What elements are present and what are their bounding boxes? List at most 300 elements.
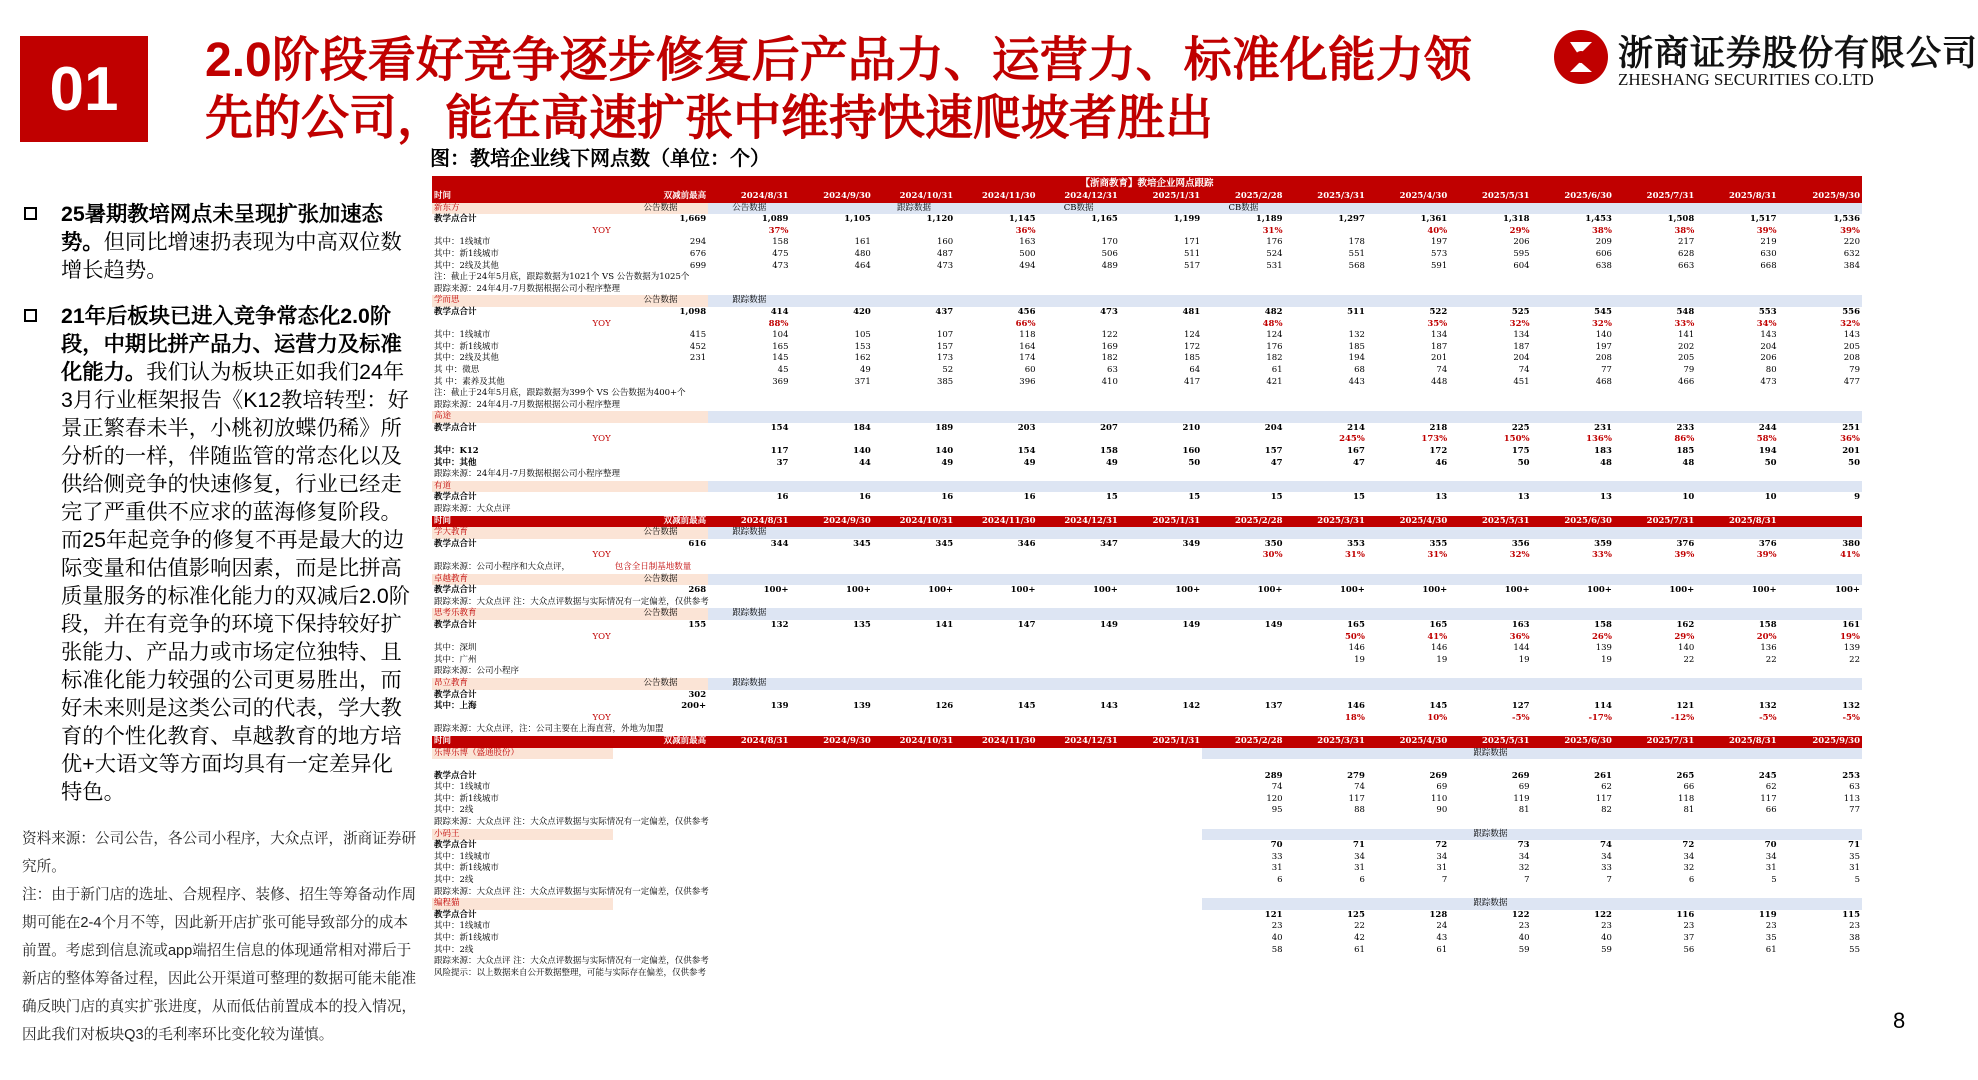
table-cell	[1038, 608, 1120, 620]
table-cell	[708, 794, 790, 806]
table-cell	[1614, 759, 1696, 771]
table-cell: 教学点合计	[434, 585, 477, 596]
table-cell: 385	[936, 376, 954, 387]
table-cell: 38%	[1592, 225, 1612, 236]
table-cell	[955, 608, 1037, 620]
table-cell: 201	[1842, 446, 1860, 457]
table-cell	[1285, 724, 1367, 736]
table-cell: 182	[1266, 353, 1283, 364]
table-cell	[1532, 411, 1614, 423]
table-cell	[955, 805, 1037, 817]
table-cell	[790, 759, 872, 771]
table-cell: 77	[1601, 364, 1612, 375]
table-cell	[613, 759, 708, 771]
table-cell: 606	[1595, 248, 1612, 259]
table-cell: 117	[1348, 793, 1365, 804]
table-row	[432, 840, 1862, 852]
table-row	[432, 724, 1862, 736]
table-cell	[873, 284, 955, 296]
table-cell: 174	[1019, 353, 1036, 364]
table-cell	[1038, 574, 1120, 586]
table-cell	[1285, 829, 1367, 841]
table-cell	[708, 434, 790, 446]
table-cell	[1532, 400, 1614, 412]
table-cell	[1532, 887, 1614, 899]
table-cell	[873, 504, 955, 516]
table-cell: 201	[1431, 353, 1448, 364]
table-cell	[1696, 898, 1778, 910]
table-cell	[1367, 666, 1449, 678]
table-cell	[1120, 643, 1202, 655]
table-cell: 384	[1843, 260, 1860, 271]
table-cell	[1614, 898, 1696, 910]
table-cell	[1202, 956, 1284, 968]
table-cell	[1285, 527, 1367, 539]
table-row	[432, 388, 1862, 400]
table-cell: 其 中：微思	[434, 364, 480, 375]
table-cell: 2025/2/28	[1202, 191, 1284, 203]
table-cell	[708, 411, 790, 423]
table-cell	[790, 724, 872, 736]
table-cell: 194	[1348, 353, 1365, 364]
bullet-bold-text: 21年后板块已进入竞争常态化2.0阶段，中期比拼产品力、运营力及标准化能力。	[61, 304, 402, 384]
source-line: 资料来源：公司公告，各公司小程序，大众点评，浙商证券研究所。	[22, 831, 417, 875]
table-cell: 其中：新1线城市	[434, 863, 499, 874]
table-cell: 126	[935, 701, 954, 712]
table-cell	[873, 562, 955, 574]
table-cell: 跟踪来源：24年4月-7月数据根据公司小程序整理	[434, 469, 621, 480]
table-cell	[1449, 527, 1531, 539]
table-cell: 88	[1354, 805, 1365, 816]
table-cell	[708, 782, 790, 794]
table-cell: 345	[853, 538, 871, 549]
table-cell: 60	[1024, 364, 1036, 375]
table-cell: 128	[1429, 909, 1448, 920]
table-cell	[790, 284, 872, 296]
table-cell: 437	[935, 306, 954, 317]
table-row	[432, 759, 1862, 771]
table-cell	[873, 887, 955, 899]
table-cell	[1779, 817, 1862, 829]
table-row	[432, 237, 1862, 249]
table-cell	[1696, 724, 1778, 736]
table-cell: 524	[1266, 248, 1283, 259]
table-cell: 81	[1518, 805, 1530, 816]
zheshang-logo-icon	[1552, 28, 1610, 86]
table-cell: 20%	[1756, 631, 1777, 642]
table-cell: 202	[1678, 341, 1695, 352]
table-cell: 185	[1348, 341, 1365, 352]
table-cell: 61	[1436, 944, 1448, 955]
table-cell	[708, 643, 790, 655]
table-cell: 448	[1431, 376, 1448, 387]
table-cell	[1696, 284, 1778, 296]
table-cell: 353	[1347, 538, 1365, 549]
table-cell: 2025/2/28	[1202, 736, 1284, 748]
table-row	[432, 365, 1862, 377]
table-cell: 268	[688, 585, 707, 596]
table-cell: 公告数据	[613, 678, 708, 690]
table-cell: 2025/4/30	[1367, 516, 1449, 528]
table-cell: 跟踪数据	[708, 295, 790, 307]
table-cell	[1285, 968, 1367, 980]
table-cell: 214	[1347, 422, 1365, 433]
table-cell: 380	[1842, 538, 1860, 549]
table-cell	[613, 863, 708, 875]
table-row	[432, 550, 1862, 562]
table-cell: 1,536	[1833, 214, 1860, 225]
table-cell	[1120, 713, 1202, 725]
table-row	[432, 643, 1862, 655]
table-cell: CB数据	[1202, 203, 1284, 215]
table-cell	[1120, 771, 1202, 783]
table-cell: 40	[1271, 933, 1283, 943]
table-cell	[955, 840, 1037, 852]
table-cell	[790, 434, 872, 446]
table-cell: 134	[1431, 330, 1448, 341]
table-cell	[613, 365, 708, 377]
table-cell: 23	[1849, 921, 1860, 932]
table-cell: 154	[770, 422, 789, 433]
table-cell: 206	[1513, 237, 1530, 248]
table-cell: 公告数据	[613, 608, 708, 620]
table-cell: 160	[936, 237, 954, 248]
table-cell: 22	[1354, 921, 1365, 932]
table-cell	[1038, 655, 1120, 667]
table-cell: 132	[1842, 701, 1860, 712]
table-cell	[790, 852, 872, 864]
table-cell: 2025/1/31	[1120, 516, 1202, 528]
table-cell: 289	[1264, 770, 1283, 781]
table-cell: 49	[1023, 457, 1036, 468]
table-row	[432, 887, 1862, 899]
table-cell: YOY	[592, 318, 611, 329]
table-cell: YOY	[592, 712, 611, 723]
table-cell	[1285, 481, 1367, 493]
table-cell: 55	[1849, 944, 1860, 955]
table-cell: 66	[1683, 782, 1695, 793]
table-cell: 19	[1354, 654, 1365, 665]
table-cell: 69	[1518, 782, 1530, 793]
table-cell	[1120, 805, 1202, 817]
table-cell: 39%	[1756, 550, 1777, 561]
table-cell: 100+	[1504, 585, 1530, 596]
table-cell	[873, 434, 955, 446]
table-cell: 68	[1354, 364, 1365, 375]
table-cell: 34	[1601, 851, 1612, 862]
table-cell	[1038, 643, 1120, 655]
table-row	[432, 400, 1862, 412]
table-row	[432, 284, 1862, 296]
table-cell: 80	[1765, 364, 1777, 375]
table-cell: 356	[1511, 538, 1530, 549]
table-cell	[613, 377, 708, 389]
table-cell: 注：截止于24年5月底，跟踪数据为1021个 VS 公告数据为1025个	[434, 272, 690, 283]
bullet-text	[61, 302, 412, 806]
table-cell	[1614, 887, 1696, 899]
table-cell: 2024/11/30	[955, 736, 1037, 748]
table-cell: 23	[1601, 921, 1612, 932]
table-cell	[1779, 411, 1862, 423]
table-cell	[708, 713, 790, 725]
table-cell: 1,669	[679, 214, 707, 225]
table-cell: 高途	[432, 411, 613, 423]
table-row	[432, 921, 1862, 933]
table-cell	[790, 295, 872, 307]
table-cell: 学而思	[432, 295, 613, 307]
table-cell: 16	[941, 492, 954, 503]
table-cell	[1696, 690, 1778, 702]
table-cell	[1202, 527, 1284, 539]
company-logo	[1552, 26, 1978, 96]
table-cell	[1779, 898, 1862, 910]
table-cell	[1532, 203, 1614, 215]
table-cell: 23	[1271, 921, 1283, 932]
outlet-tracking-table	[432, 176, 1862, 1075]
table-cell: 2025/4/30	[1367, 736, 1449, 748]
table-cell	[1779, 481, 1862, 493]
table-cell	[613, 945, 708, 957]
table-cell	[613, 771, 708, 783]
table-cell: 2025/3/31	[1285, 191, 1367, 203]
table-cell	[1367, 504, 1449, 516]
table-cell: 2024/9/30	[790, 516, 872, 528]
table-cell	[873, 319, 955, 331]
table-cell: 其中：2线	[434, 875, 474, 886]
table-cell	[873, 771, 955, 783]
table-cell	[1038, 771, 1120, 783]
table-cell	[1696, 203, 1778, 215]
table-cell: 244	[1758, 422, 1777, 433]
table-cell	[613, 643, 708, 655]
segment-row	[432, 608, 1862, 620]
table-cell	[613, 898, 708, 910]
table-cell: 149	[1182, 619, 1201, 630]
table-cell	[1285, 898, 1367, 910]
table-cell	[1202, 400, 1284, 412]
table-cell	[1285, 608, 1367, 620]
table-cell: 编程猫	[432, 898, 613, 910]
table-row	[432, 701, 1862, 713]
table-cell: 2024/10/31	[873, 191, 955, 203]
table-cell: 100+	[1835, 585, 1860, 596]
table-cell: 2025/8/31	[1696, 516, 1778, 528]
table-cell: -5%	[1512, 712, 1530, 723]
table-cell: 206	[1760, 353, 1777, 364]
table-cell: 31	[1271, 863, 1283, 874]
table-cell: 64	[1189, 364, 1201, 375]
table-cell: 100+	[1257, 585, 1283, 596]
table-cell	[1367, 562, 1449, 574]
table-cell	[873, 411, 955, 423]
table-row	[432, 434, 1862, 446]
table-cell	[1038, 469, 1120, 481]
table-cell	[1038, 690, 1120, 702]
table-cell: 其中：2线	[434, 805, 474, 816]
table-cell: 教学点合计	[434, 492, 477, 503]
table-cell: 155	[688, 619, 707, 630]
table-cell: 205	[1678, 353, 1695, 364]
table-cell	[1120, 875, 1202, 887]
table-cell	[708, 887, 790, 899]
table-cell	[708, 771, 790, 783]
table-cell	[1696, 388, 1778, 400]
table-cell: 31%	[1344, 550, 1365, 561]
table-cell: 160	[1182, 446, 1201, 457]
table-cell	[1449, 597, 1531, 609]
table-cell	[1202, 469, 1284, 481]
table-row	[432, 469, 1862, 481]
table-row	[432, 632, 1862, 644]
table-cell: 699	[689, 260, 707, 271]
table-cell	[1367, 203, 1449, 215]
table-cell	[873, 910, 955, 922]
table-cell	[1038, 933, 1120, 945]
table-row	[432, 423, 1862, 435]
table-cell: 37	[1683, 933, 1695, 943]
table-cell: 35	[1849, 851, 1860, 862]
table-cell: 668	[1760, 260, 1777, 271]
table-cell	[1120, 284, 1202, 296]
table-cell: 279	[1347, 770, 1365, 781]
table-row	[432, 446, 1862, 458]
table-cell: 13	[1600, 492, 1612, 503]
table-cell: 2024/9/30	[790, 191, 872, 203]
table-cell	[613, 910, 708, 922]
bullet-item	[22, 200, 412, 284]
table-cell: 415	[689, 330, 707, 341]
table-cell: 时间	[432, 736, 613, 748]
table-cell	[955, 829, 1037, 841]
table-cell: 120	[1266, 793, 1283, 804]
table-row	[432, 875, 1862, 887]
table-cell	[1285, 562, 1367, 574]
table-cell: 22	[1765, 654, 1777, 665]
table-cell	[1285, 956, 1367, 968]
table-cell	[613, 284, 708, 296]
table-cell: 218	[1429, 422, 1448, 433]
table-cell: 175	[1511, 446, 1530, 457]
table-cell: 46	[1435, 457, 1448, 468]
table-cell: 其中：2线	[434, 944, 474, 955]
table-cell	[1285, 469, 1367, 481]
table-cell	[1038, 400, 1120, 412]
table-cell: 116	[1676, 909, 1695, 920]
table-cell	[1779, 956, 1862, 968]
table-cell: 31	[1354, 863, 1365, 874]
table-cell: 251	[1842, 422, 1860, 433]
segment-row	[432, 748, 1862, 760]
table-cell	[873, 794, 955, 806]
table-cell	[873, 945, 955, 957]
table-cell	[708, 724, 790, 736]
table-cell: 269	[1429, 770, 1448, 781]
table-cell	[613, 400, 708, 412]
table-cell: 教学点合计	[434, 619, 477, 630]
table-cell: 71	[1848, 840, 1860, 851]
table-cell	[1449, 968, 1531, 980]
table-cell: 302	[688, 689, 707, 700]
table-cell: 376	[1758, 538, 1777, 549]
table-cell: 其中：1线城市	[434, 921, 491, 932]
table-cell	[1120, 562, 1202, 574]
table-cell	[1120, 574, 1202, 586]
table-cell: 跟踪数据	[708, 527, 790, 539]
note-line: 注：由于新门店的选址、合规程序、装修、招生等筹备动作周期可能在2-4个月不等，因此新开店扩张可能导致部分的成本前置。考虑到信息流或app端招生信息的体现通常相对滞后于新店的整体筹备过程，因此公开渠道可整理的数据可能未能准确反映门店的真实扩张进度，从而低估前置成本的投入情况，因此我们对板块Q3的毛利率环比变化较为谨慎。	[22, 887, 417, 1043]
page-number: 8	[1893, 1008, 1906, 1033]
table-cell: 5	[1771, 875, 1777, 886]
table-cell	[873, 956, 955, 968]
table-cell: 22	[1849, 654, 1860, 665]
table-cell: 149	[1264, 619, 1283, 630]
table-cell: 157	[936, 341, 954, 352]
table-cell	[1120, 400, 1202, 412]
table-cell: 200+	[681, 701, 707, 712]
table-cell: 165	[1347, 619, 1365, 630]
table-cell: 506	[1101, 248, 1118, 259]
table-cell: 1,165	[1091, 214, 1118, 225]
table-cell	[1038, 295, 1120, 307]
table-cell: -12%	[1670, 712, 1695, 723]
table-cell: 33%	[1592, 550, 1612, 561]
table-cell: 178	[1348, 237, 1365, 248]
table-cell: 其 中：素养及其他	[434, 376, 505, 387]
table-cell: YOY	[592, 225, 611, 236]
table-cell: 117	[1595, 793, 1612, 804]
table-cell	[1120, 388, 1202, 400]
table-cell: 1,508	[1667, 214, 1695, 225]
table-cell: 41%	[1427, 631, 1448, 642]
table-cell	[1202, 829, 1284, 841]
table-cell: 176	[1266, 341, 1283, 352]
table-cell: 39%	[1756, 225, 1777, 236]
table-cell	[1449, 956, 1531, 968]
table-cell	[1120, 887, 1202, 899]
table-cell: 39%	[1840, 225, 1860, 236]
table-cell: 教学点合计	[434, 422, 477, 433]
table-cell	[1038, 782, 1120, 794]
table-cell	[613, 933, 708, 945]
table-cell	[1038, 921, 1120, 933]
table-cell	[1696, 678, 1778, 690]
table-cell	[873, 863, 955, 875]
table-cell	[1779, 562, 1862, 574]
table-cell	[1449, 817, 1531, 829]
table-cell: 2025/7/31	[1614, 516, 1696, 528]
table-cell: 124	[1266, 330, 1283, 341]
table-cell: 421	[1266, 376, 1283, 387]
table-cell: 253	[1842, 770, 1860, 781]
table-cell: -5%	[1842, 712, 1860, 723]
table-cell: 100+	[1092, 585, 1118, 596]
table-row	[432, 666, 1862, 678]
table-cell	[1449, 481, 1531, 493]
table-cell	[1038, 284, 1120, 296]
table-cell: 58	[1271, 944, 1283, 955]
table-cell: 452	[689, 341, 707, 352]
table-cell: 204	[1264, 422, 1283, 433]
table-cell	[1532, 690, 1614, 702]
table-cell	[1367, 527, 1449, 539]
table-cell: 1,105	[844, 214, 871, 225]
table-cell: 140	[1678, 643, 1695, 654]
table-cell: 72	[1435, 840, 1448, 851]
table-cell	[1120, 527, 1202, 539]
table-cell: 有道	[432, 481, 613, 493]
table-cell	[432, 759, 613, 771]
table-cell: 517	[1183, 260, 1201, 271]
table-cell	[1779, 388, 1862, 400]
